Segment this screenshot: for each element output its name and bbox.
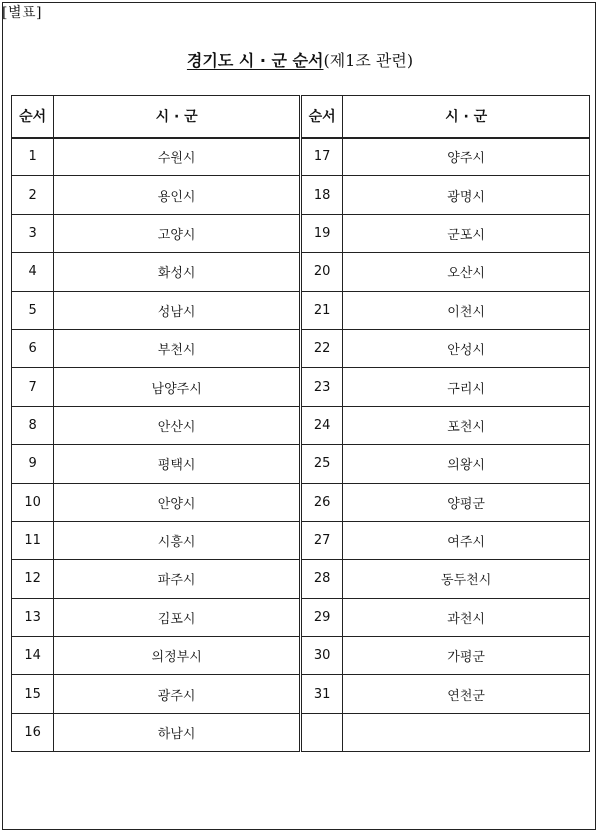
- table-header-row: [12, 96, 590, 138]
- table-row: [12, 176, 590, 214]
- table-row: [12, 483, 590, 521]
- city-name-cell: 광주시: [54, 675, 301, 713]
- order-number-cell: 14: [12, 637, 54, 675]
- order-number-cell: 6: [12, 329, 54, 367]
- title-sub: (제1조 관련): [323, 51, 414, 70]
- order-number-cell: 2: [12, 176, 54, 214]
- order-number-cell: 27: [300, 521, 342, 559]
- order-number-cell: 1: [12, 138, 54, 176]
- city-name-cell: 가평군: [343, 637, 590, 675]
- city-name-cell: 부천시: [54, 329, 301, 367]
- table-row: [12, 368, 590, 406]
- city-name-cell: 오산시: [343, 253, 590, 291]
- city-name-cell: 이천시: [343, 291, 590, 329]
- header-city-left: 시 · 군: [54, 96, 301, 138]
- header-city-right: 시 · 군: [343, 96, 590, 138]
- order-number-cell: [300, 713, 342, 751]
- order-number-cell: 22: [300, 329, 342, 367]
- order-number-cell: 25: [300, 445, 342, 483]
- header-order-right: 순서: [300, 96, 342, 138]
- order-number-cell: 8: [12, 406, 54, 444]
- city-name-cell: 안양시: [54, 483, 301, 521]
- order-number-cell: 17: [300, 138, 342, 176]
- order-number-cell: 15: [12, 675, 54, 713]
- city-name-cell: 의정부시: [54, 637, 301, 675]
- order-number-cell: 18: [300, 176, 342, 214]
- city-name-cell: 하남시: [54, 713, 301, 751]
- order-number-cell: 29: [300, 598, 342, 636]
- city-name-cell: 광명시: [343, 176, 590, 214]
- city-name-cell: 평택시: [54, 445, 301, 483]
- order-number-cell: 16: [12, 713, 54, 751]
- table-row: [12, 253, 590, 291]
- table-row: [12, 214, 590, 252]
- table-row: [12, 138, 590, 176]
- city-name-cell: 양평군: [343, 483, 590, 521]
- city-name-cell: 고양시: [54, 214, 301, 252]
- table-row: [12, 406, 590, 444]
- table-row: [12, 521, 590, 559]
- city-name-cell: 화성시: [54, 253, 301, 291]
- order-number-cell: 31: [300, 675, 342, 713]
- table-row: [12, 713, 590, 751]
- city-name-cell: 김포시: [54, 598, 301, 636]
- table-row: [12, 637, 590, 675]
- city-name-cell: 과천시: [343, 598, 590, 636]
- order-number-cell: 5: [12, 291, 54, 329]
- city-order-table: [11, 95, 590, 752]
- city-name-cell: 연천군: [343, 675, 590, 713]
- annex-label: [별표]: [2, 5, 42, 21]
- table-row: [12, 598, 590, 636]
- table-row: [12, 445, 590, 483]
- order-number-cell: 9: [12, 445, 54, 483]
- city-name-cell: 파주시: [54, 560, 301, 598]
- order-number-cell: 7: [12, 368, 54, 406]
- city-name-cell: 남양주시: [54, 368, 301, 406]
- city-name-cell: 용인시: [54, 176, 301, 214]
- header-order-left: 순서: [12, 96, 54, 138]
- order-number-cell: 23: [300, 368, 342, 406]
- city-name-cell: [343, 713, 590, 751]
- table-row: [12, 560, 590, 598]
- order-number-cell: 4: [12, 253, 54, 291]
- title-main: 경기도 시 · 군 순서: [186, 51, 324, 70]
- city-name-cell: 동두천시: [343, 560, 590, 598]
- order-number-cell: 20: [300, 253, 342, 291]
- city-name-cell: 군포시: [343, 214, 590, 252]
- order-number-cell: 30: [300, 637, 342, 675]
- order-number-cell: 12: [12, 560, 54, 598]
- city-name-cell: 시흥시: [54, 521, 301, 559]
- city-name-cell: 양주시: [343, 138, 590, 176]
- order-number-cell: 28: [300, 560, 342, 598]
- city-name-cell: 구리시: [343, 368, 590, 406]
- city-name-cell: 안산시: [54, 406, 301, 444]
- document-title: [0, 48, 600, 71]
- order-number-cell: 24: [300, 406, 342, 444]
- city-name-cell: 성남시: [54, 291, 301, 329]
- order-number-cell: 3: [12, 214, 54, 252]
- order-number-cell: 26: [300, 483, 342, 521]
- order-number-cell: 21: [300, 291, 342, 329]
- table-row: [12, 291, 590, 329]
- table-row: [12, 329, 590, 367]
- city-name-cell: 포천시: [343, 406, 590, 444]
- order-number-cell: 19: [300, 214, 342, 252]
- city-name-cell: 의왕시: [343, 445, 590, 483]
- city-name-cell: 수원시: [54, 138, 301, 176]
- city-name-cell: 여주시: [343, 521, 590, 559]
- table-body: [12, 138, 590, 752]
- order-number-cell: 10: [12, 483, 54, 521]
- city-name-cell: 안성시: [343, 329, 590, 367]
- order-number-cell: 11: [12, 521, 54, 559]
- order-number-cell: 13: [12, 598, 54, 636]
- table-row: [12, 675, 590, 713]
